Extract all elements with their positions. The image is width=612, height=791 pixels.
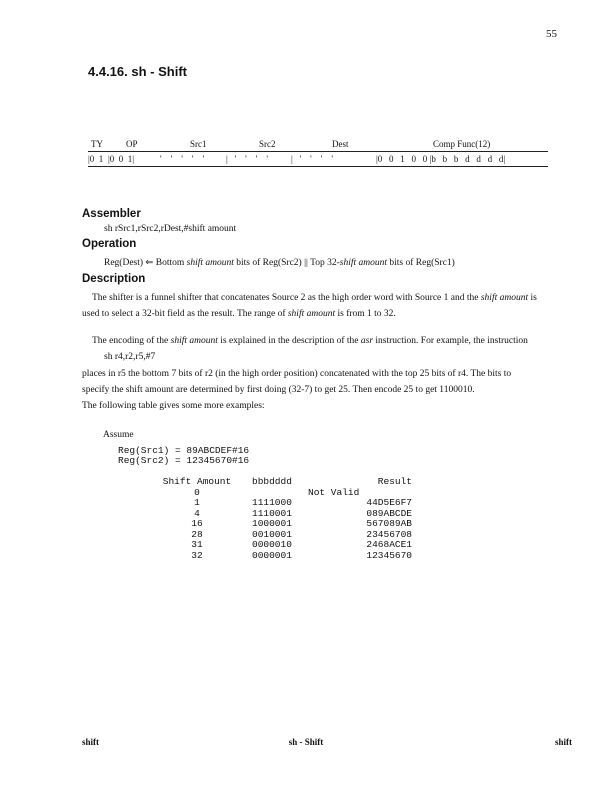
field-comp-func: Comp Func(12) — [433, 139, 491, 149]
table-row — [146, 540, 412, 551]
cell-result: 2468ACE1 — [366, 539, 412, 550]
cell-result: 089ABCDE — [366, 507, 412, 519]
footer-right: shift — [554, 737, 572, 747]
cell-amount: 4 — [194, 507, 200, 519]
section-title: 4.4.16. sh - Shift — [88, 64, 187, 79]
footer-center: sh - Shift — [288, 737, 324, 747]
encoding-field-labels — [88, 139, 548, 152]
text: The shifter is a funnel shifter that concatenates Source 2 as the high order word with Source 1 and the — [92, 293, 481, 303]
cell-amount: 28 — [191, 528, 203, 540]
table-row — [146, 551, 412, 562]
assembler-heading: Assembler — [82, 208, 141, 220]
cell-result: 44D5E6F7 — [366, 497, 412, 508]
example-instruction: sh r4,r2,r5,#7 — [104, 352, 156, 362]
bits-src2: | ' ' ' ' — [226, 154, 269, 164]
header-bits: bbbdddd — [252, 476, 292, 487]
reg-src1: Reg(Src1) = 89ABCDEF#16 — [118, 445, 250, 456]
bits-dest: | ' ' ' ' — [291, 154, 334, 164]
header-shift-amount: Shift Amount — [162, 476, 232, 487]
description-p1-line1 — [92, 291, 537, 305]
text: shift amount — [170, 336, 218, 346]
field-ty: TY — [91, 139, 103, 149]
text: shift amount — [287, 309, 336, 319]
cell-bits: 1110001 — [252, 507, 292, 519]
instruction-encoding — [88, 139, 548, 167]
field-src2: Src2 — [259, 139, 276, 149]
reg-src2: Reg(Src2) = 12345670#16 — [118, 455, 250, 466]
bits-src1: ' ' ' ' ' — [160, 154, 205, 164]
table-row — [146, 498, 412, 509]
description-p1-line2 — [82, 307, 396, 321]
operation-heading: Operation — [82, 238, 137, 250]
cell-result: 23456708 — [366, 528, 412, 540]
text: Reg(Dest) ⇐ Bottom — [104, 258, 187, 268]
page-number: 55 — [546, 28, 557, 40]
text: shift amount — [339, 258, 388, 268]
text: bits of Reg(Src1) — [387, 258, 455, 268]
text: asr — [360, 336, 374, 346]
encoding-bits — [88, 154, 548, 167]
cell-result: 12345670 — [366, 549, 412, 561]
table-header — [146, 477, 412, 488]
text: is — [528, 293, 537, 303]
description-p3b: specify the shift amount are determined by first doing (32-7) to get 25. Then encode 25 to get 1100010. — [82, 385, 475, 395]
text: bits of Reg(Src2) || Top 32- — [233, 258, 340, 268]
text: The encoding of the — [92, 336, 171, 346]
text: shift amount — [480, 293, 529, 303]
cell-amount: 0 — [194, 486, 200, 498]
field-op: OP — [126, 139, 138, 149]
cell-amount: 1 — [194, 497, 200, 508]
text: is explained in the description of the — [217, 336, 361, 346]
cell-result: 567089AB — [366, 518, 412, 529]
footer-left: shift — [82, 737, 100, 747]
cell-bits: 0000010 — [252, 539, 292, 550]
bits-op: |0 0 1| — [108, 154, 135, 164]
assembler-syntax: sh rSrc1,rSrc2,rDest,#shift amount — [104, 224, 237, 234]
operation-text — [104, 256, 455, 270]
cell-bits: 0010001 — [252, 528, 292, 540]
description-heading: Description — [82, 273, 146, 285]
description-p3a: places in r5 the bottom 7 bits of r2 (in the high order position) concatenated with the top 25 bits of r4. The bits to — [82, 369, 512, 379]
cell-bits: 0000001 — [252, 549, 292, 561]
field-dest: Dest — [332, 139, 349, 149]
examples-table — [146, 477, 412, 561]
text: shift amount — [186, 258, 234, 268]
text: is from 1 to 32. — [335, 309, 396, 319]
field-src1: Src1 — [190, 139, 207, 149]
description-p2 — [92, 334, 528, 348]
cell-bits: 1111000 — [252, 497, 292, 508]
description-p4: The following table gives some more examples: — [82, 401, 265, 411]
cell-bits: 1000001 — [252, 518, 292, 529]
text: used to select a 32-bit field as the result. The range of — [82, 309, 288, 319]
bits-ty: |0 1 — [88, 154, 104, 164]
cell-not-valid: Not Valid — [308, 486, 360, 498]
cell-amount: 32 — [191, 549, 203, 561]
table-row — [146, 519, 412, 530]
cell-amount: 31 — [191, 539, 203, 550]
cell-amount: 16 — [191, 518, 203, 529]
bits-comp: |0 0 1 0 0 |b b b d d d d| — [376, 154, 506, 164]
assume-label: Assume — [103, 430, 134, 440]
header-result: Result — [377, 476, 412, 487]
text: instruction. For example, the instruction — [373, 336, 528, 346]
